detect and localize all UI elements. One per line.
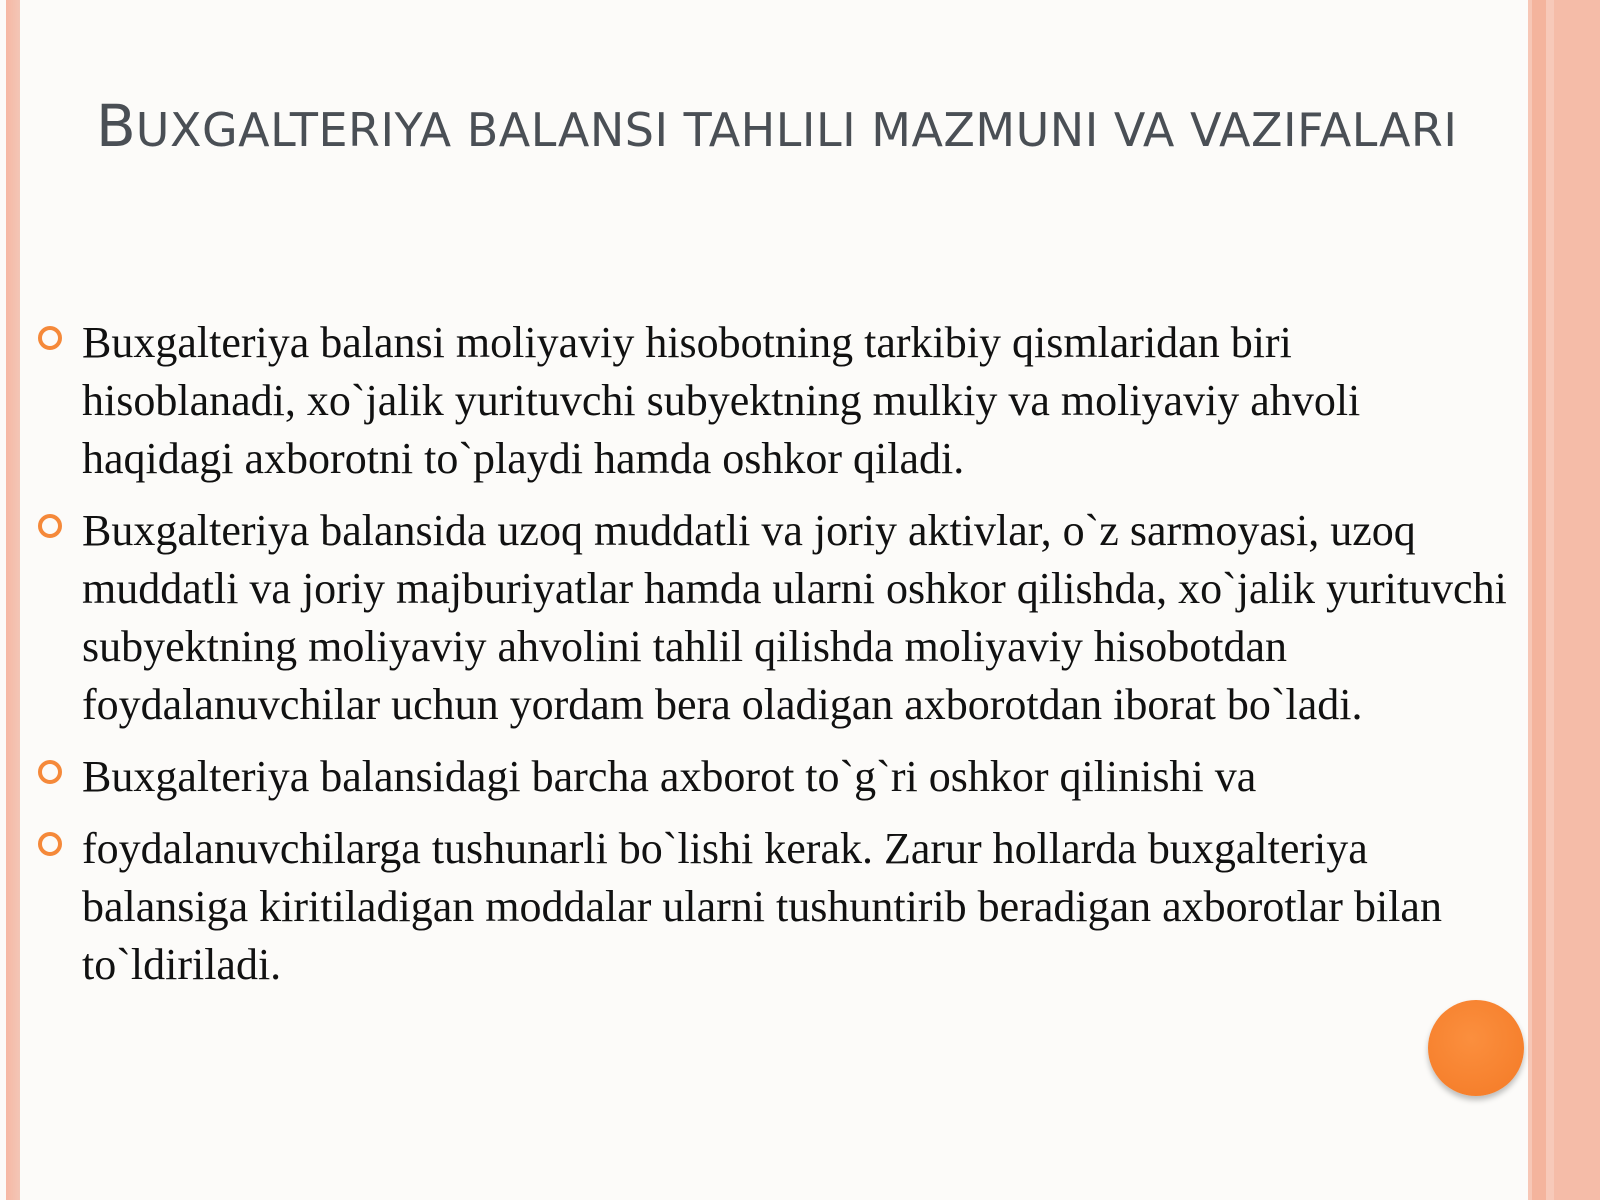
left-border-stripe xyxy=(6,0,20,1200)
bullet-text: Buxgalteriya balansidagi barcha axborot to`g`ri oshkor qilinishi va xyxy=(82,752,1257,801)
bullet-item xyxy=(34,748,1514,806)
bullet-item xyxy=(34,502,1514,734)
hollow-circle-bullet-icon xyxy=(38,832,62,856)
slide-title xyxy=(96,84,1476,177)
bullet-item xyxy=(34,314,1514,488)
title-rest: UXGALTERIYA BALANSI TAHLILI MAZMUNI VA VAZIFALARI xyxy=(135,103,1458,157)
bullet-text: foydalanuvchilarga tushunarli bo`lishi kerak. Zarur hollarda buxgalteriya balansiga kiritiladigan moddalar ularni tushuntirib beradigan axborotlar bilan to`ldiriladi. xyxy=(82,824,1442,989)
title-first-letter: B xyxy=(96,92,136,160)
bullet-text: Buxgalteriya balansi moliyaviy hisobotning tarkibiy qismlaridan biri hisoblanadi, xo`jalik yurituvchi subyektning mulkiy va moliyaviy ahvoli haqidagi axborotni to`playdi hamda oshkor qiladi. xyxy=(82,318,1361,483)
orange-circle-icon xyxy=(1428,1000,1524,1096)
hollow-circle-bullet-icon xyxy=(38,326,62,350)
hollow-circle-bullet-icon xyxy=(38,760,62,784)
bullet-item xyxy=(34,820,1514,994)
hollow-circle-bullet-icon xyxy=(38,514,62,538)
bullet-list xyxy=(34,314,1514,1008)
right-border-stripes xyxy=(1528,0,1600,1200)
bullet-text: Buxgalteriya balansida uzoq muddatli va joriy aktivlar, o`z sarmoyasi, uzoq muddatli va joriy majburiyatlar hamda ularni oshkor qilishda, xo`jalik yurituvchi subyektning moliyaviy ahvolini tahlil qilishda moliyaviy hisobotdan foydalanuvchilar uchun yordam bera oladigan axborotdan iborat bo`ladi. xyxy=(82,506,1507,729)
